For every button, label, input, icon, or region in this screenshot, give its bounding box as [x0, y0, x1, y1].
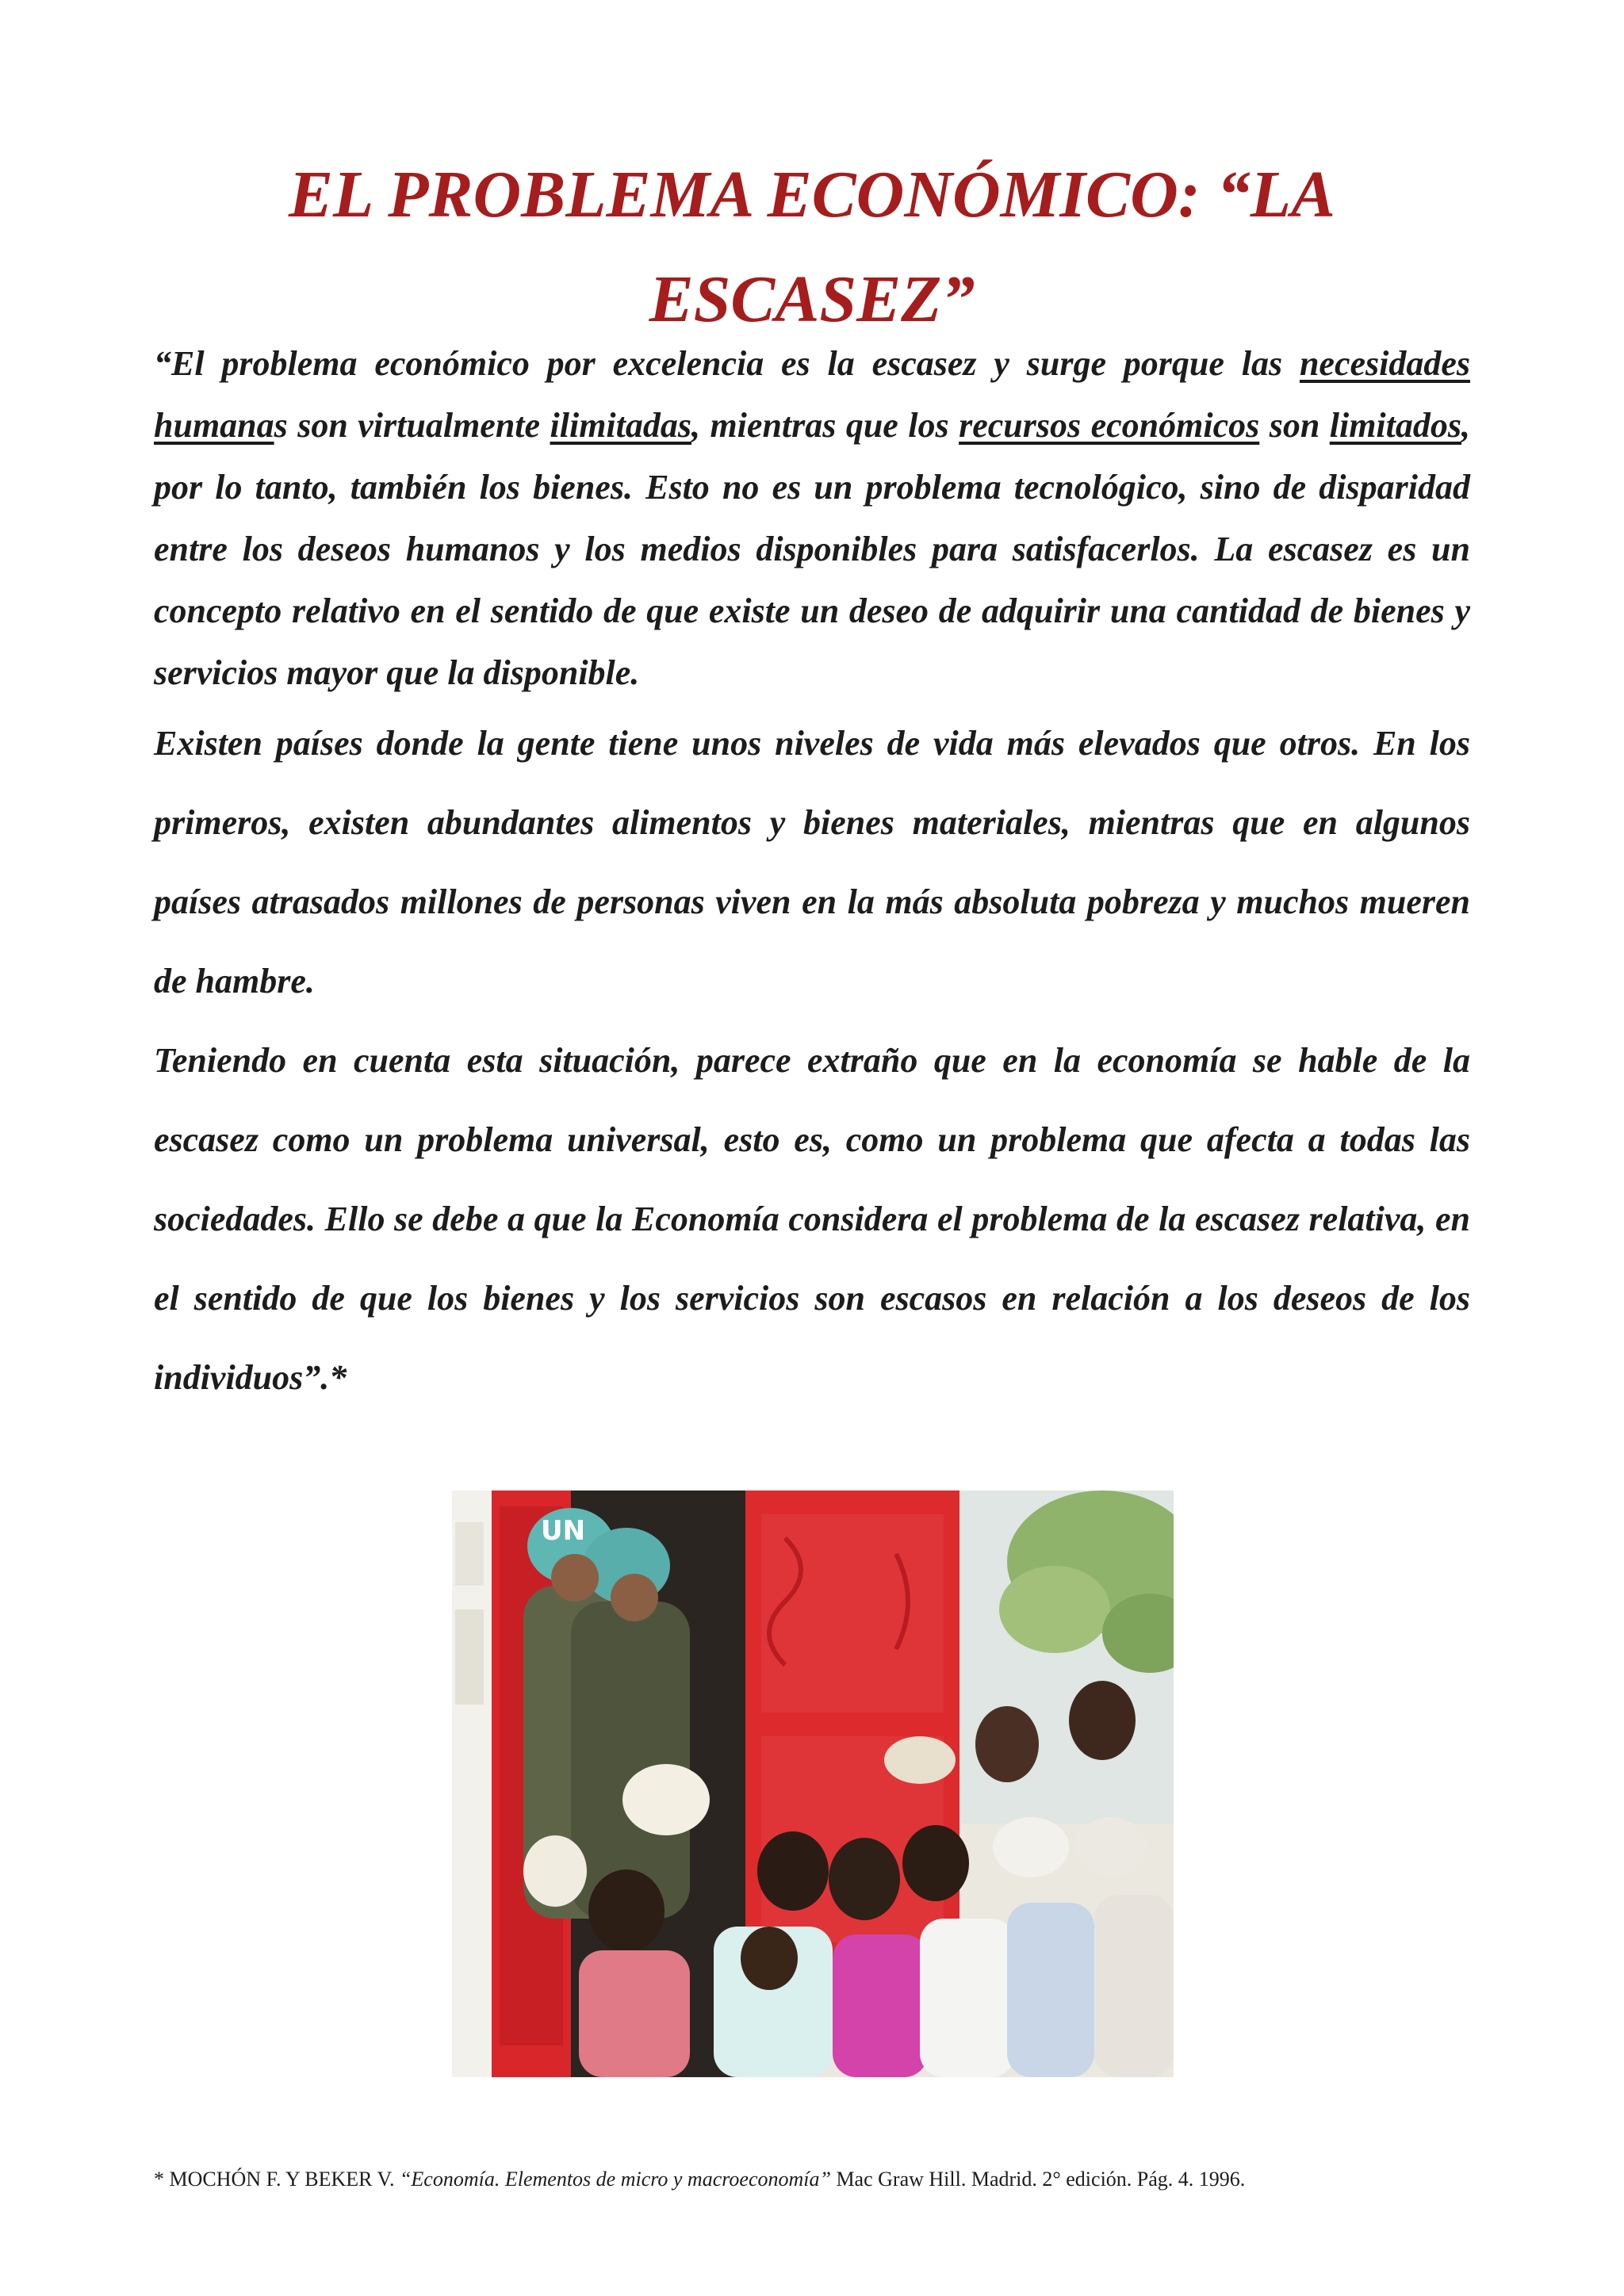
quote-paragraph-1 [154, 333, 1470, 704]
helmet-label: UN [541, 1515, 586, 1547]
quote-paragraph-2: Existen países donde la gente tiene unos niveles de vida más elevados que otros. En los primeros, existen abundantes alimentos y bienes materiales, mientras que en algunos países atrasados millones de personas viven en la más absoluta pobreza y muchos mueren de hambre. [154, 724, 1470, 1001]
quote-paragraph-3: Teniendo en cuenta esta situación, parece extraño que en la economía se hable de la escasez como un problema universal, esto es, como un problema que afecta a todas las sociedades. Ello se debe a que la Economía considera el problema de la escasez relativa, en el sentido de que los bienes y los servicios son escasos en relación a los deseos de los individuos”.* [154, 1041, 1470, 1397]
page-title [127, 143, 1497, 352]
underlined-term-ilimitadas: ilimitadas [550, 406, 691, 445]
quote-text: “El problema económico por excelencia es la escasez y surge porque las [154, 344, 1300, 383]
quote-text: s son virtualmente [274, 406, 550, 445]
underlined-term-necesidades: necesidades humana [154, 344, 1470, 445]
quote-text: , por lo tanto, también los bienes. Esto no es un problema tecnológico, sino de disparidad entre los deseos humanos y los medios disponibles para satisfacerlos. La escasez es un concepto relativo en el sentido de que existe un deseo de adquirir una cantidad de bienes y servicios mayor que la disponible. [154, 406, 1470, 692]
photo-illustration [452, 1490, 1174, 2077]
footnote-book-title: “Economía. Elementos de micro y macroeconomía” [399, 2168, 831, 2191]
footnote-author: * MOCHÓN F. Y BEKER V. [154, 2168, 400, 2191]
footnote-citation [154, 2168, 1502, 2191]
title-line-2: ESCASEZ” [649, 262, 975, 336]
quote-text: , mientras que los [691, 406, 959, 445]
title-line-1: EL PROBLEMA ECONÓMICO: “LA [288, 158, 1336, 232]
quote-block [154, 333, 1470, 1418]
footnote-publication: Mac Graw Hill. Madrid. 2° edición. Pág. 4. 1996. [830, 2168, 1246, 2191]
quote-text: son [1259, 406, 1330, 445]
photo-aid-distribution [452, 1490, 1174, 2077]
underlined-term-recursos: recursos económicos [959, 406, 1260, 445]
underlined-term-limitados: limitados [1329, 406, 1461, 445]
